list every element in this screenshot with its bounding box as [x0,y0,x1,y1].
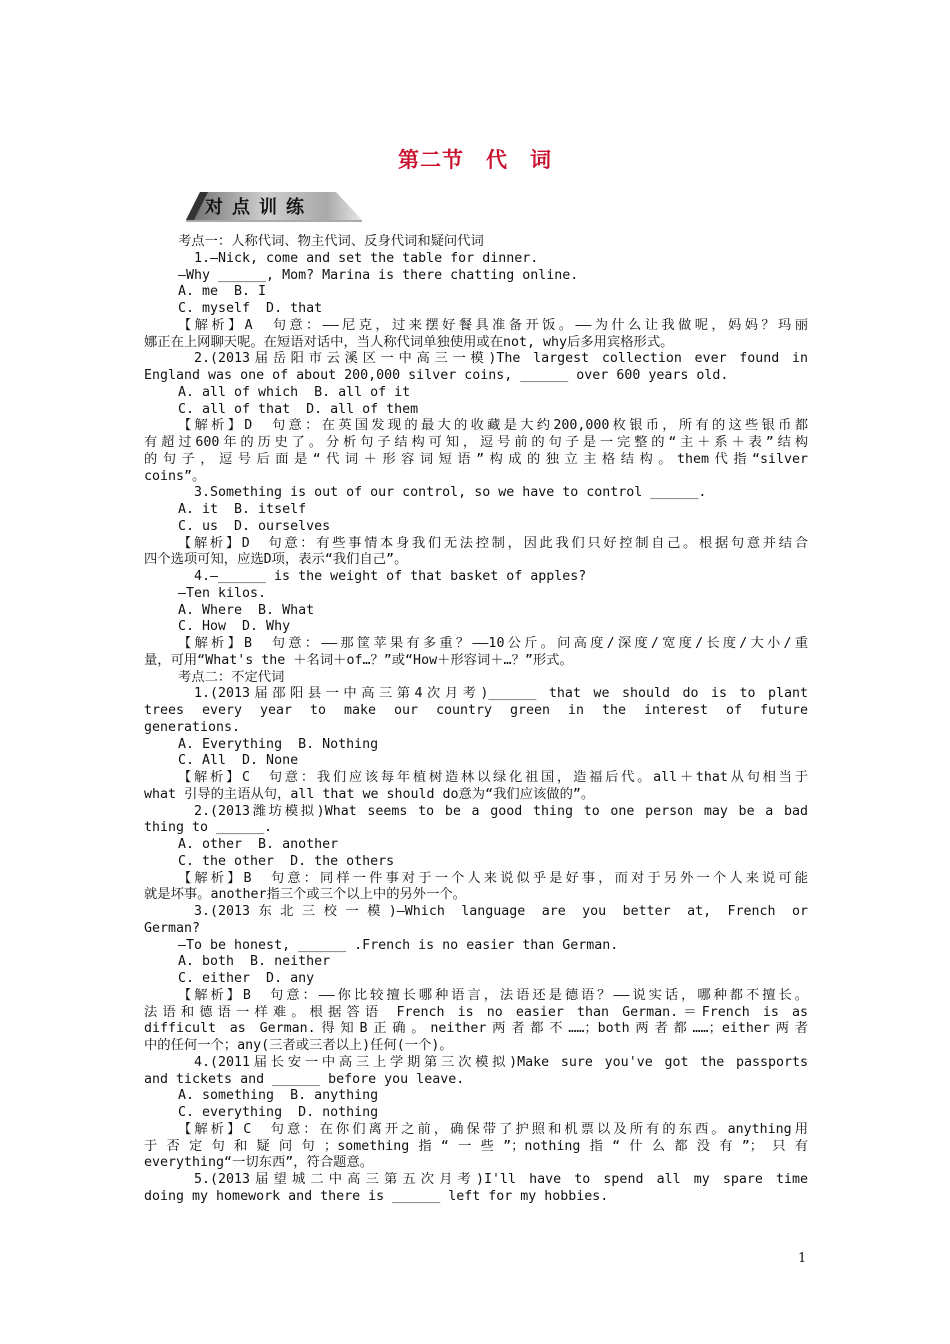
text-line: C. everything D. nothing [178,1105,379,1120]
text-line: generations. [144,719,241,735]
text-line: 【解析】B 句意：——那筐苹果有多重？——10公斤。问高度/深度/宽度/长度/大小/重 [178,636,808,651]
text-line: 5.(2013届望城二中高三第五次月考)I'll have to spend all my spare time [194,1172,808,1187]
text-line: A. something B. anything [178,1088,379,1104]
text-line: England was one of about 200,000 silver coins, ______ over 600 years old. [144,368,729,383]
text-line: —To be honest, ______ .French is no easier than German. [178,937,619,953]
text-line: coins”。 [144,468,206,484]
text-line: A. Everything B. Nothing [178,736,379,752]
text-line: 【解析】A 句意：——尼克，过来摆好餐具准备开饭。——为什么让我做呢，妈妈？玛丽 [178,317,808,333]
text-line: thing to ______. [144,820,273,836]
text-line: A. all of which B. all of it [178,384,411,400]
text-line: 【解析】B 句意：——你比较擅长哪种语言，法语还是德语？——说实话，哪种都不擅长。 [178,987,808,1003]
text-line: 的句子，逗号后面是“代词＋形容词短语”构成的独立主格结构。them代指“silver [144,451,808,467]
section-title: 第二节 代 词 [398,148,552,172]
text-line: 有超过600年的历史了。分析句子结构可知，逗号前的句子是一完整的“主＋系＋表”结构 [144,435,808,450]
text-line: 1.(2013届邵阳县一中高三第4次月考)______ that we should do is to plant [194,686,808,702]
text-line: C. either D. any [178,971,315,986]
text-line: German? [144,920,201,936]
text-line: 【解析】D 句意：在英国发现的最大的收藏是大约200,000枚银币，所有的这些银币都 [178,418,808,434]
text-line: 考点二：不定代词 [178,669,285,685]
text-line: 就是坏事。another指三个或三个以上中的另外一个。 [144,887,466,903]
text-line: trees every year to make our country green in the interest of future [144,703,808,718]
text-line: 四个选项可知，应选D项，表示“我们自己”。 [144,552,408,568]
text-line: 3.Something is out of our control, so we have to control ______. [194,485,707,501]
text-line: everything“一切东西”，符合题意。 [144,1155,374,1171]
text-line: 法语和德语一样难。根据答语 French is no easier than German.＝French is as [144,1004,808,1020]
text-line: 【解析】C 句意：我们应该每年植树造林以绿化祖国，造福后代。all＋that从句相当于 [178,770,808,785]
text-line: C. the other D. the others [178,853,395,869]
text-line: C. all of that D. all of them [178,401,419,417]
text-line: and tickets and ______ before you leave. [144,1071,465,1087]
text-line: A. other B. another [178,837,339,852]
text-line: 于否定句和疑问句；something指“一些”；nothing指“什么都没有”；只有 [144,1138,808,1154]
text-line: A. both B. neither [178,954,331,970]
text-line: 4.(2011届长安一中高三上学期第三次模拟)Make sure you've got the passports [194,1054,808,1070]
text-line: 1.—Nick, come and set the table for dinner. [194,250,539,266]
text-line: 中的任何一个；any(三者或三者以上)任何(一个)。 [144,1038,453,1053]
text-line: what 引导的主语从句，all that we should do意为“我们应该做的”。 [144,786,595,802]
text-line: doing my homework and there is ______ left for my hobbies. [144,1188,609,1204]
text-line: 4.—______ is the weight of that basket of apples? [194,569,587,584]
text-line: difficult as German.得知B正确。neither两者都不……；both两者都……；either两者 [144,1021,808,1037]
banner-label: 对点训练 [205,197,313,218]
text-line: A. me B. I [178,284,267,300]
text-line: C. How D. Why [178,619,291,635]
exercise-content [144,234,808,1206]
text-line: 2.(2013潍坊模拟)What seems to be a good thing to one person may be a bad [194,803,808,819]
page-number: 1 [798,1251,807,1266]
text-line: 考点一：人称代词、物主代词、反身代词和疑问代词 [178,234,484,249]
text-line: C. myself D. that [178,301,323,316]
text-line: 【解析】B 句意：同样一件事对于一个人来说似乎是好事，而对于另外一个人来说可能 [178,870,808,886]
text-line: 娜正在上网聊天呢。在短语对话中，当人称代词单独使用或在not, why后多用宾格形式。 [144,334,674,350]
text-line: 2.(2013届岳阳市云溪区一中高三一模)The largest collection ever found in [194,351,808,367]
text-line: —Ten kilos. [178,585,267,601]
text-line: 【解析】C 句意：在你们离开之前，确保带了护照和机票以及所有的东西。anything用 [178,1121,808,1137]
text-line: 【解析】D 句意：有些事情本身我们无法控制，因此我们只好控制自己。根据句意并结合 [178,535,808,551]
text-line: 3.(2013东北三校一模)—Which language are you better at, French or [194,904,808,919]
text-line: 量，可用“What's the ＋名词＋of…？”或“How＋形容词＋…？”形式。 [144,652,573,668]
text-line: A. Where B. What [178,602,315,618]
text-line: C. All D. None [178,753,299,769]
text-line: A. it B. itself [178,502,307,517]
text-line: C. us D. ourselves [178,518,331,534]
text-line: —Why ______, Mom? Marina is there chatting online. [178,267,579,283]
